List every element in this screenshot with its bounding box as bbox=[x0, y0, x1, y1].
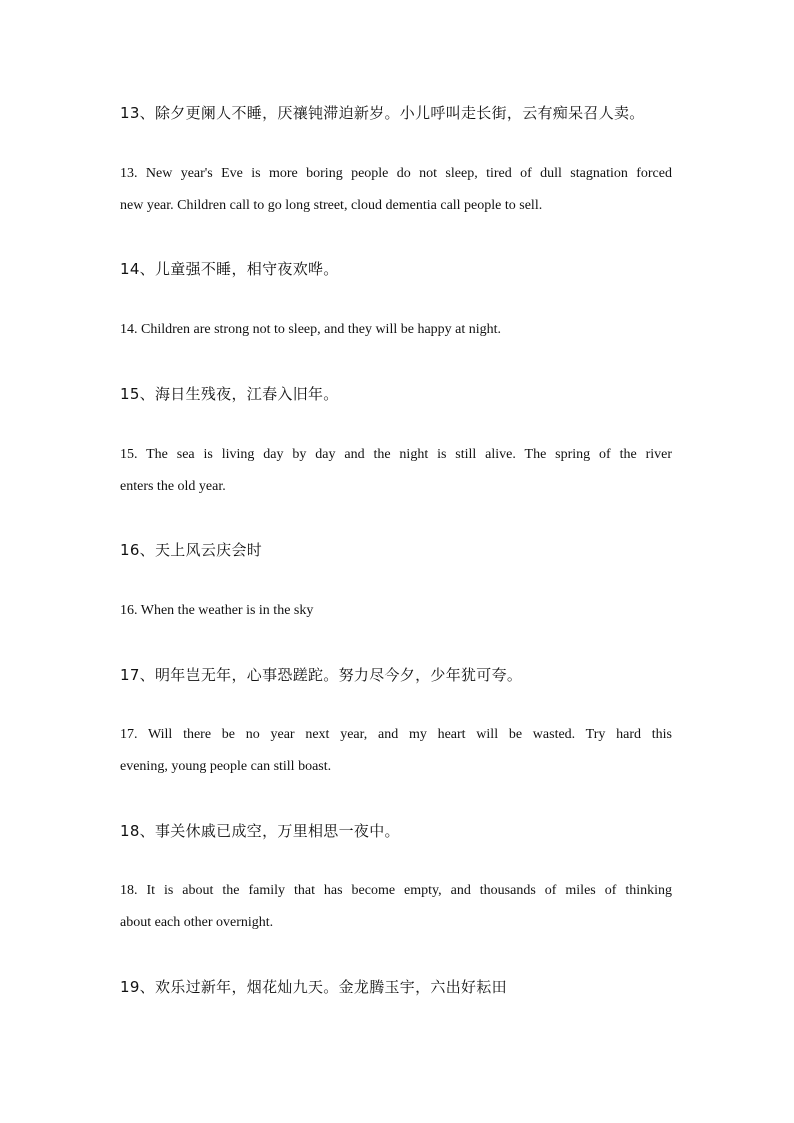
poem-18-chinese: 18、事关休戚已成空，万里相思一夜中。 bbox=[120, 822, 400, 840]
poem-16-translation: 16. When the weather is in the sky bbox=[120, 603, 314, 618]
poem-17-chinese: 17、明年岂无年，心事恐蹉跎。努力尽今夕，少年犹可夸。 bbox=[120, 666, 523, 684]
poem-14-chinese: 14、儿童强不睡，相守夜欢哗。 bbox=[120, 260, 339, 278]
poem-18-translation-line-2: about each other overnight. bbox=[120, 915, 274, 930]
poem-19-chinese: 19、欢乐过新年，烟花灿九天。金龙腾玉宇，六出好耘田 bbox=[120, 978, 507, 996]
poem-15-translation-line-1: 15. The sea is living day by day and the night is still alive. The spring of the river bbox=[120, 447, 672, 462]
poem-15-chinese: 15、海日生残夜，江春入旧年。 bbox=[120, 385, 339, 403]
poem-14-translation: 14. Children are strong not to sleep, and they will be happy at night. bbox=[120, 322, 502, 337]
poem-13-translation-line-2: new year. Children call to go long street, cloud dementia call people to sell. bbox=[120, 198, 543, 213]
poem-13-chinese: 13、除夕更阑人不睡，厌禳钝滞迫新岁。小儿呼叫走长街，云有痴呆召人卖。 bbox=[120, 104, 645, 122]
poem-13-translation-line-1: 13. New year's Eve is more boring people do not sleep, tired of dull stagnation forced bbox=[120, 166, 672, 181]
poem-18-translation-line-1: 18. It is about the family that has become empty, and thousands of miles of thinking bbox=[120, 883, 672, 898]
poem-17-translation-line-1: 17. Will there be no year next year, and my heart will be wasted. Try hard this bbox=[120, 727, 672, 742]
poem-16-chinese: 16、天上风云庆会时 bbox=[120, 541, 263, 559]
poem-15-translation-line-2: enters the old year. bbox=[120, 479, 226, 494]
poem-17-translation-line-2: evening, young people can still boast. bbox=[120, 759, 332, 774]
